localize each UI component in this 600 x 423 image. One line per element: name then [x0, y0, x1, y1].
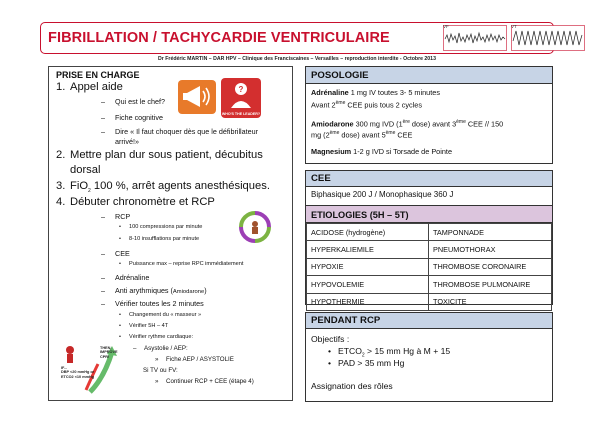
appel-sub-item: – Fiche cognitive — [101, 113, 163, 122]
improve-cpr-illustration — [60, 340, 134, 396]
rcp-label: – RCP — [101, 212, 131, 221]
adrenaline-dose-cont: Avant 2ème CEE puis tous 2 cycles — [311, 100, 423, 110]
appel-sub-item-cont: arrivé!» — [115, 137, 139, 146]
ecg-vt-strip — [511, 25, 585, 51]
assignation-roles: Assignation des rôles — [311, 381, 393, 391]
amiodarone-dose-cont: mg (2ème dose) avant 5ème CEE — [311, 130, 413, 140]
credits-line: Dr Frédéric MARTIN – DAR HPV – Clinique des Franciscaines – Versailles – reproduction interdite - Octobre 2013 — [158, 56, 436, 62]
table-row: ACIDOSE (hydrogène) TAMPONNADE — [307, 224, 552, 241]
fiche-aep-item: » Fiche AEP / ASYSTOLIE — [155, 356, 234, 363]
page-title: FIBRILLATION / TACHYCARDIE VENTRICULAIRE — [48, 30, 390, 46]
continuer-item: » Continuer RCP + CEE (étape 4) — [155, 378, 254, 385]
ecg-vt-waveform-icon — [511, 25, 585, 51]
rcp-point: • 100 compressions par minute — [119, 224, 203, 230]
step-fio2: 3. FiO$_2$ 100 %, arrêt agents anesthésiques. — [56, 180, 270, 195]
anti-arythmiques-item: – Anti arythmiques (Amiodarone) — [101, 286, 207, 295]
ecg-vf-label: VF — [443, 24, 449, 29]
verif-point: • Changement du « masseur » — [119, 312, 202, 318]
etiologies-header: ETIOLOGIES (5H – 5T) — [306, 205, 552, 223]
ecg-vf-strip — [443, 25, 507, 51]
verifier-item: – Vérifier toutes les 2 minutes — [101, 299, 204, 308]
ecg-vf-waveform-icon — [443, 25, 507, 51]
svg-text:?: ? — [238, 85, 244, 94]
table-row: HYPOVOLEMIE THROMBOSE PULMONAIRE — [307, 276, 552, 293]
title-banner — [40, 22, 554, 54]
if-text: IF... DBP <20 mmHg or ETCO2 <10 mmHg — [61, 366, 95, 379]
objectifs-label: Objectifs : — [311, 334, 350, 344]
step-plan-dur-cont: dorsal — [70, 164, 101, 176]
leader-icon — [221, 78, 261, 118]
cee-etiologies-panel — [305, 170, 553, 305]
appel-sub-item: – Qui est le chef? — [101, 97, 165, 106]
step-chronometre-rcp: 4. Débuter chronomètre et RCP — [56, 196, 215, 208]
pendant-rcp-header: PENDANT RCP — [306, 313, 552, 329]
amiodarone-dose: Amiodarone 300 mg IVD (1ère dose) avant 3ème CEE // 150 — [311, 119, 504, 129]
adrenaline-item: – Adrénaline — [101, 273, 150, 282]
verif-point: • Vérifier rythme cardiaque: — [119, 334, 194, 340]
magnesium-dose: Magnesium 1-2 g IVD si Torsade de Pointe — [311, 147, 453, 156]
step-plan-dur: 2. Mettre plan dur sous patient, décubitus — [56, 149, 263, 161]
cee-label: – CEE — [101, 249, 130, 258]
cee-point: • Puissance max – reprise RPC immédiatement — [119, 261, 244, 267]
rcp-cycle-icon — [237, 209, 273, 245]
ecg-vt-label: VT — [511, 24, 517, 29]
etiologies-table — [306, 223, 552, 311]
pendant-rcp-panel — [305, 312, 553, 402]
step-appel-aide: 1. Appel aide — [56, 81, 123, 93]
posologie-header: POSOLOGIE — [306, 67, 552, 84]
improve-text: THEN, IMPROVE CPR! — [100, 346, 118, 359]
leader-caption: WHO'S THE LEADER? — [221, 112, 261, 116]
cee-header: CEE — [306, 171, 552, 187]
table-row: HYPERKALIEMILE PNEUMOTHORAX — [307, 241, 552, 258]
table-row: HYPOTHERMIE TOXICITE — [307, 293, 552, 310]
rcp-point: • 8-10 insufflations par minute — [119, 236, 200, 242]
si-tv-item: Si TV ou FV: — [143, 367, 178, 374]
asystolie-item: – Asystolie / AEP: — [133, 345, 188, 352]
verif-point: • Vérifier 5H – 4T — [119, 323, 169, 329]
cee-energy: Biphasique 200 J / Monophasique 360 J — [311, 190, 454, 199]
objectif-pad: • PAD > 35 mm Hg — [328, 358, 405, 368]
adrenaline-dose: Adrénaline 1 mg IV toutes 3- 5 minutes — [311, 88, 440, 97]
objectif-etco2: • $ETCO_2 > 15$ mm Hg à M + 15 — [328, 346, 451, 359]
appel-sub-item: – Dire « Il faut choquer dès que le défibrillateur — [101, 127, 259, 136]
prise-en-charge-title: PRISE EN CHARGE — [56, 70, 140, 80]
megaphone-icon — [178, 80, 216, 114]
table-row: HYPOXIE THROMBOSE CORONAIRE — [307, 258, 552, 275]
posologie-panel — [305, 66, 553, 164]
